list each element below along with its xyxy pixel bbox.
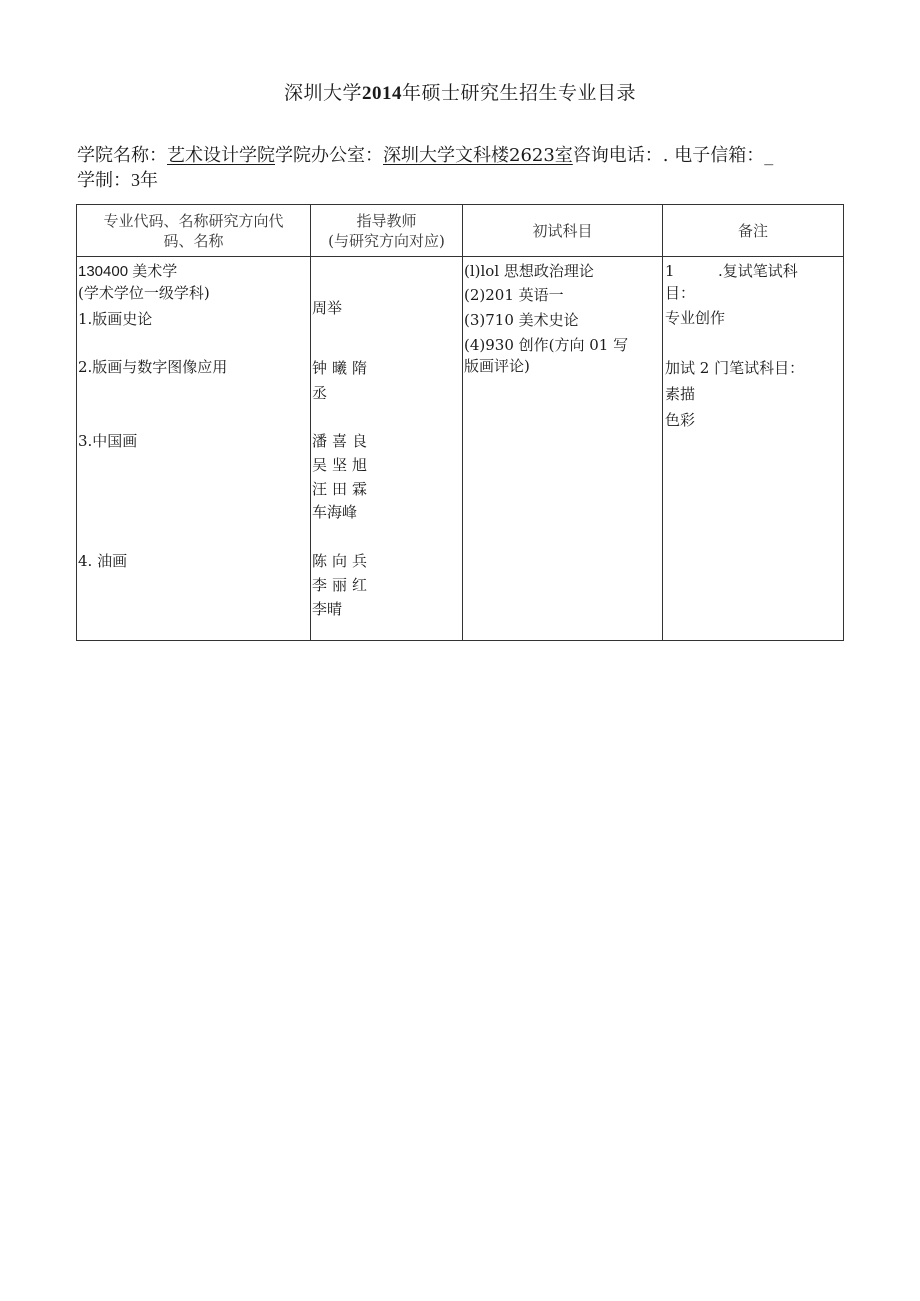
- advisor-dir-1: 周举: [312, 299, 343, 317]
- header-advisor: [311, 205, 463, 257]
- header-major-line-2: 码、名称: [163, 231, 224, 250]
- direction-2: 2.版画与数字图像应用: [78, 358, 228, 376]
- note-retest-subject: 专业创作: [665, 309, 726, 327]
- major-type: (学术学位一级学科): [78, 284, 210, 302]
- major-code-name: 130400 美术学: [78, 263, 178, 280]
- direction-1: 1.版画史论: [78, 310, 153, 328]
- title-prefix: 深圳大学: [283, 82, 362, 104]
- college-label: 学院名称：: [77, 145, 167, 166]
- cell-advisors: [311, 257, 463, 641]
- cell-notes: [663, 257, 844, 641]
- direction-3: 3.中国画: [78, 432, 138, 450]
- catalog-table: [76, 204, 844, 641]
- advisor-dir-3-line-1: 潘喜良: [312, 432, 373, 450]
- subject-2: (2)201 英语一: [464, 286, 564, 304]
- office-value: 深圳大学文科楼2623室: [383, 145, 573, 166]
- college-info-line-2: [77, 168, 867, 193]
- note-1-number: 1: [665, 262, 675, 280]
- page-title: [0, 78, 920, 105]
- office-label: 学院办公室：: [275, 145, 383, 166]
- subject-3: (3)710 美术史论: [464, 311, 579, 329]
- duration-label: 学制：: [77, 170, 131, 191]
- college-value: 艺术设计学院: [167, 145, 275, 166]
- header-advisor-line-1: 指导教师: [356, 211, 417, 230]
- header-advisor-line-2: (与研究方向对应): [328, 231, 445, 250]
- duration-value: 3年: [131, 170, 158, 190]
- title-year: 2014: [362, 83, 402, 104]
- advisor-dir-4-line-3: 李晴: [312, 600, 343, 618]
- table-row: [77, 257, 844, 641]
- cell-major: [77, 257, 311, 641]
- header-major-line-1: 专业代码、名称研究方向代: [103, 211, 284, 230]
- subject-4-line-2: 版画评论): [464, 357, 530, 375]
- advisor-dir-4-line-2: 李丽红: [312, 576, 373, 594]
- header-notes: 备注: [663, 205, 844, 257]
- advisor-dir-3-line-4: 车海峰: [312, 503, 358, 521]
- college-info-line-1: [77, 143, 867, 168]
- email-label: 电子信箱：_: [674, 145, 774, 166]
- advisor-dir-2-line-1: 钟曦隋: [312, 359, 373, 377]
- advisor-dir-3-line-2: 吴坚旭: [312, 456, 373, 474]
- table-header-row: [77, 205, 844, 257]
- note-sketch: 素描: [665, 385, 696, 403]
- note-1-text: .复试笔试科: [718, 262, 798, 280]
- header-major: [77, 205, 311, 257]
- advisor-dir-4-line-1: 陈向兵: [312, 552, 373, 570]
- phone-label: 咨询电话：.: [572, 145, 669, 166]
- title-suffix: 年硕士研究生招生专业目录: [402, 82, 637, 104]
- note-1-continued: 目：: [665, 284, 696, 302]
- subject-4-line-1: (4)930 创作(方向 01 写: [464, 336, 629, 354]
- note-color: 色彩: [665, 411, 696, 429]
- advisor-dir-2-line-2: 丞: [312, 384, 328, 402]
- direction-4: 4. 油画: [78, 552, 128, 570]
- note-extra-tests: 加试 2 门笔试科目：: [665, 359, 805, 377]
- advisor-dir-3-line-3: 汪田霖: [312, 480, 373, 498]
- header-exam-subjects: 初试科目: [463, 205, 663, 257]
- subject-1: (l)lol 思想政治理论: [464, 262, 594, 280]
- college-info: [77, 143, 867, 193]
- cell-exam-subjects: [463, 257, 663, 641]
